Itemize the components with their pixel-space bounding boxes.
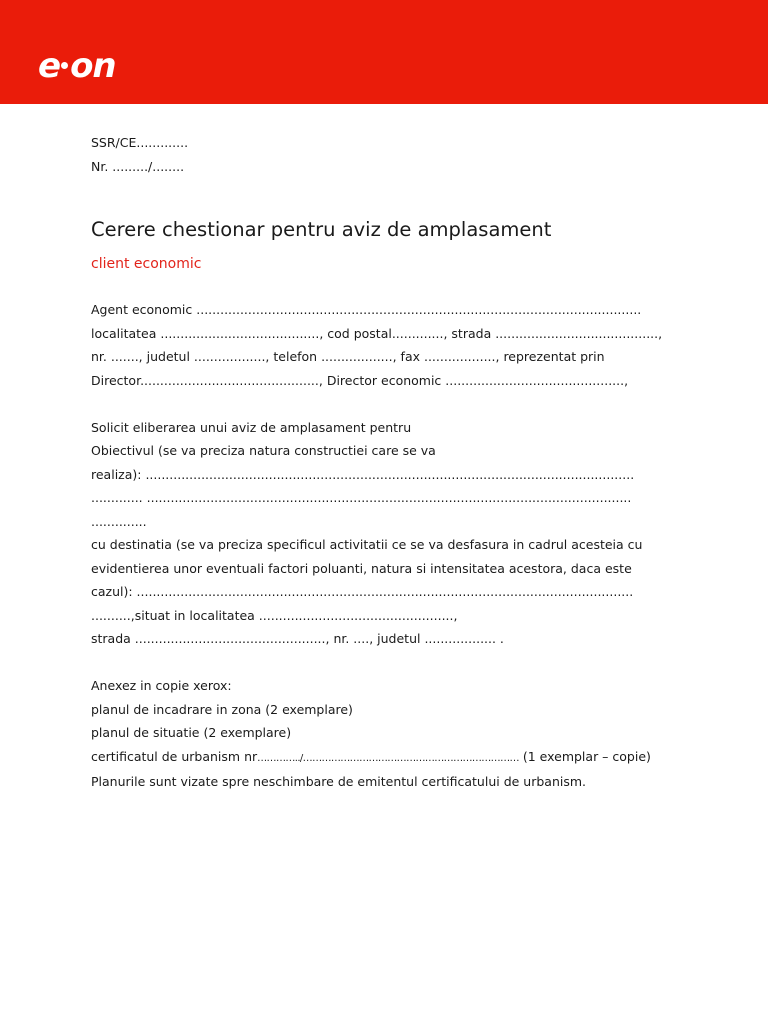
request-line: cazul): ............................................................................................................................. [91,584,634,599]
document-subtitle: client economic [91,256,202,272]
agent-line: Agent economic ................................................................................................................ [91,302,642,317]
request-line: cu destinatia (se va preciza specificul activitatii ce se va desfasura in cadrul acesteia cu [91,537,643,552]
request-line: realiza): ........................................................................................................................... [91,466,635,482]
agent-line: localitatea ........................................, cod postal............., strada ........................................., [91,325,663,341]
agent-line: Director............................................., Director economic ............................................., [91,372,629,388]
request-line: strada ................................................, nr. ...., judetul .................. . [91,631,504,646]
certificate-line [91,745,731,771]
reference-ssr: SSR/CE............. [91,135,189,150]
annex-line: planul de situatie (2 exemplare) [91,725,292,740]
request-line: ............. .......................................................................................................................... [91,490,632,505]
closing-line: Planurile sunt vizate spre neschimbare de emitentul certificatului de urbanism. [91,774,587,789]
certificate-dots: …………../…………………………………………………………… [257,752,519,764]
certificate-suffix: (1 exemplar – copie) [518,748,651,764]
logo-dot [61,62,68,69]
document-title: Cerere chestionar pentru aviz de amplasament [91,218,552,241]
spacer [91,392,731,416]
request-line: ..........,situat in localitatea ................................................., [91,607,458,623]
request-line: Obiectivul (se va preciza natura constructiei care se va [91,443,436,458]
annex-line: Anexez in copie xerox: [91,678,232,693]
request-line: .............. [91,513,147,529]
request-line: evidentierea unor eventuali factori poluanti, natura si intensitatea acestora, daca este [91,560,632,576]
header-bar [0,0,768,104]
reference-number: Nr. ........./........ [91,158,185,174]
logo-letter-e: e [38,46,61,86]
document-body [91,131,731,794]
agent-line: nr. ......., judetul .................., telefon .................., fax .................., reprezentat prin [91,349,605,364]
annex-line: planul de incadrare in zona (2 exemplare) [91,701,353,717]
logo-letters-on: on [70,46,116,86]
spacer [91,651,731,675]
eon-logo [38,44,116,88]
certificate-prefix: certificatul de urbanism nr [91,748,258,764]
request-line: Solicit eliberarea unui aviz de amplasament pentru [91,419,412,435]
